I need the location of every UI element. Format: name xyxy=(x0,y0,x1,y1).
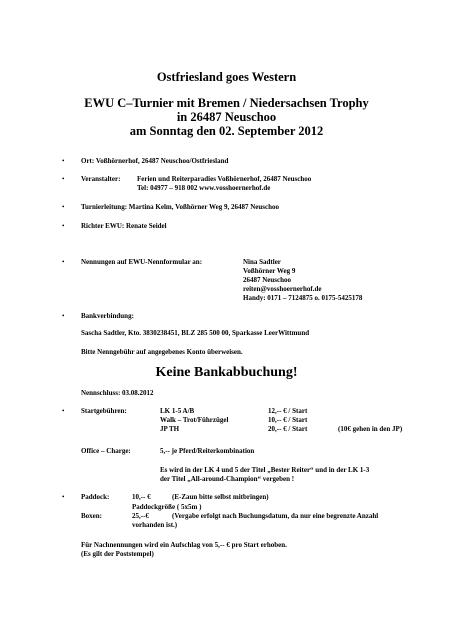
paddock-note: (E-Zaun bitte selbst mitbringen) xyxy=(172,493,269,501)
office-label: Office – Charge: xyxy=(81,447,131,455)
bank-label: Bankverbindung: xyxy=(81,312,134,320)
office-titles-line1: Es wird in der LK 4 und 5 der Titel „Bester Reiter“ und in der LK 1-3 xyxy=(160,466,370,474)
heading-turnier: EWU C–Turnier mit Bremen / Niedersachsen Trophy xyxy=(84,96,369,110)
bullet: • xyxy=(62,407,65,415)
boxen-note1: (Vergabe erfolgt nach Buchungsdatum, da nur eine begrenzte Anzahl xyxy=(172,512,379,520)
nachnennungen-line2: (Es gilt der Poststempel) xyxy=(81,550,154,558)
bullet: • xyxy=(62,203,65,211)
nennungen-handy: Handy: 0171 – 7124875 o. 0175-5425178 xyxy=(243,294,363,302)
boxen-price: 25,--€ xyxy=(132,512,149,520)
heading-ostfriesland: Ostfriesland goes Western xyxy=(156,70,297,84)
richter-line: Richter EWU: Renate Seidel xyxy=(81,222,167,230)
office-value: 5,-- je Pferd/Reiterkombination xyxy=(160,447,255,455)
nennungen-label: Nennungen auf EWU-Nennformular an: xyxy=(81,258,203,266)
nachnennungen-line1: Für Nachnennungen wird ein Aufschlag von 5,-- € pro Start erhoben. xyxy=(81,541,287,549)
veranstalter-line2: Tel: 04977 – 918 002 www.vosshoernerhof.de xyxy=(137,184,271,192)
turnierleitung-line: Turnierleitung: Martina Kelm, Voßhörner Weg 9, 26487 Neuschoo xyxy=(81,203,280,211)
boxen-note2: vorhanden ist.) xyxy=(132,521,178,529)
nennschluss-line: Nennschluss: 03.08.2012 xyxy=(81,389,154,397)
nennungen-name: Nina Sadtler xyxy=(243,258,281,266)
keine-bankabbuchung-heading: Keine Bankabbuchung! xyxy=(155,365,298,380)
veranstalter-label: Veranstalter: xyxy=(81,175,121,183)
start-class-2: Walk – Trot/Führzügel xyxy=(160,416,229,424)
office-titles-line2: der Titel „All-around-Champion“ vergeben ! xyxy=(160,475,295,483)
heading-date: am Sonntag den 02. September 2012 xyxy=(129,124,324,138)
paddock-price: 10,-- € xyxy=(132,493,151,501)
veranstalter-line1: Ferien und Reiterparadies Voßhörnerhof, 26487 Neuschoo xyxy=(137,175,312,183)
startgebuehren-label: Startgebühren: xyxy=(81,407,127,415)
bullet: • xyxy=(62,493,65,501)
bullet: • xyxy=(62,157,65,165)
start-fee-2: 10,-- € / Start xyxy=(268,416,308,424)
start-fee-1: 12,-- € / Start xyxy=(268,407,308,415)
nennungen-street: Voßhörner Weg 9 xyxy=(243,267,296,275)
bank-details: Sascha Sadtler, Kto. 3830238451, BLZ 285 500 00, Sparkasse LeerWittmund xyxy=(81,329,310,337)
start-class-1: LK 1-5 A/B xyxy=(160,407,195,415)
boxen-label: Boxen: xyxy=(81,512,102,520)
bullet: • xyxy=(62,222,65,230)
nennungen-city: 26487 Neuschoo xyxy=(243,276,292,284)
start-fee-3: 20,-- € / Start xyxy=(268,425,308,433)
bullet: • xyxy=(62,312,65,320)
bullet: • xyxy=(62,175,65,183)
start-class-3: JP TH xyxy=(160,425,180,433)
nennungen-email: reiten@vosshoernerhof.de xyxy=(243,285,322,293)
ort-line: Ort: Voßhörnerhof, 26487 Neuschoo/Ostfriesland xyxy=(81,157,229,165)
paddock-label: Paddock: xyxy=(81,493,110,501)
bank-note: Bitte Nenngebühr auf angegebenes Konto überweisen. xyxy=(81,348,243,356)
bullet: • xyxy=(62,258,65,266)
start-note-3: (10€ gehen in den JP) xyxy=(338,425,403,433)
paddock-size: Paddockgröße ( 5x5m ) xyxy=(132,503,202,511)
heading-location: in 26487 Neuschoo xyxy=(176,110,277,124)
